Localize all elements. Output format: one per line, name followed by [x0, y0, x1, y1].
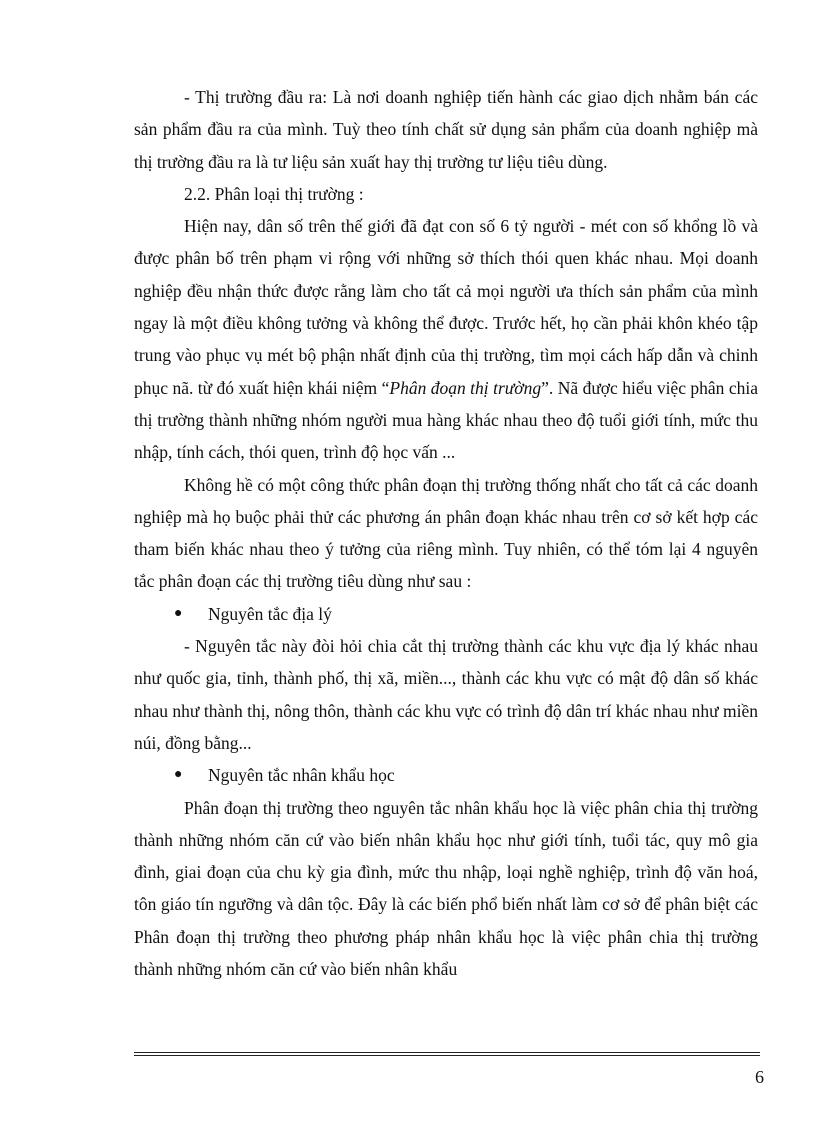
section-heading-market-classification: 2.2. Phân loại thị trường :	[184, 183, 364, 204]
bullet-item-demographic	[134, 759, 758, 791]
bullet-item-geographic	[134, 598, 758, 630]
bullet-label: Nguyên tắc nhân khẩu học	[208, 765, 395, 786]
italic-term: Phân đoạn thị trường	[389, 377, 542, 398]
paragraph-segmentation-intro	[134, 210, 758, 468]
text-run: Hiện nay, dân số trên thế giới đã đạt con số 6 tỷ người - mét con số khổng lồ và được phân bố trên phạm vi rộng với những sở thích thói quen khác nhau. Mọi doanh nghiệp đều nhận thức được rằng làm cho tất cả mọi người ưa thích sản phẩm của mình ngay là một điều không tưởng và không thể được. Trước hết, họ cần phải khôn khéo tập trung vào phục vụ mét bộ phận nhất định của thị trường, tìm mọi cách hấp dẫn và chinh phục nã. từ đó xuất hiện khái niệm “	[134, 216, 758, 398]
paragraph-geographic: - Nguyên tắc này đòi hỏi chia cắt thị trường thành các khu vực địa lý khác nhau như quốc gia, tỉnh, thành phố, thị xã, miền..., thành các khu vực có mật độ dân số khác nhau như thành thị, nông thôn, thành các khu vực có trình độ dân trí khác nhau như miền núi, đồng bằng...	[134, 636, 758, 753]
page-number: 6	[755, 1067, 764, 1087]
page-body	[134, 81, 758, 985]
paragraph-output-market: - Thị trường đầu ra: Là nơi doanh nghiệp tiến hành các giao dịch nhằm bán các sản phẩm đầu ra của mình. Tuỳ theo tính chất sử dụng sản phẩm của doanh nghiệp mà thị trường đầu ra là tư liệu sản xuất hay thị trường tư liệu tiêu dùng.	[134, 87, 758, 172]
bullet-icon: ●	[174, 605, 183, 621]
text-run: ”. Nã được hiểu việc phân chia thị trường thành những nhóm người mua hàng khác nhau theo độ tuổi giới tính, mức thu nhập, tính cách, thói quen, trình độ học vấn ...	[134, 377, 758, 463]
footer-divider	[134, 1052, 760, 1053]
bullet-icon: ●	[174, 767, 183, 783]
footer-divider-second	[134, 1055, 760, 1056]
bullet-label: Nguyên tắc địa lý	[208, 603, 332, 624]
paragraph-segmentation-principles: Không hề có một công thức phân đoạn thị trường thống nhất cho tất cả các doanh nghiệp mà họ buộc phải thử các phương án phân đoạn khác nhau trên cơ sở kết hợp các tham biến khác nhau theo ý tưởng của riêng mình. Tuy nhiên, có thể tóm lại 4 nguyên tắc phân đoạn các thị trường tiêu dùng như sau :	[134, 474, 758, 592]
paragraph-demographic: Phân đoạn thị trường theo nguyên tắc nhân khẩu học là việc phân chia thị trường thành những nhóm căn cứ vào biến nhân khẩu học như giới tính, tuổi tác, quy mô gia đình, giai đoạn của chu kỳ gia đình, mức thu nhập, loại nghề nghiệp, trình độ văn hoá, tôn giáo tín ngưỡng và dân tộc. Đây là các biến phổ biến nhất làm cơ sở để phân biệt các Phân đoạn thị trường theo phương pháp nhân khẩu học là việc phân chia thị trường thành những nhóm căn cứ vào biến nhân khẩu	[134, 797, 758, 980]
